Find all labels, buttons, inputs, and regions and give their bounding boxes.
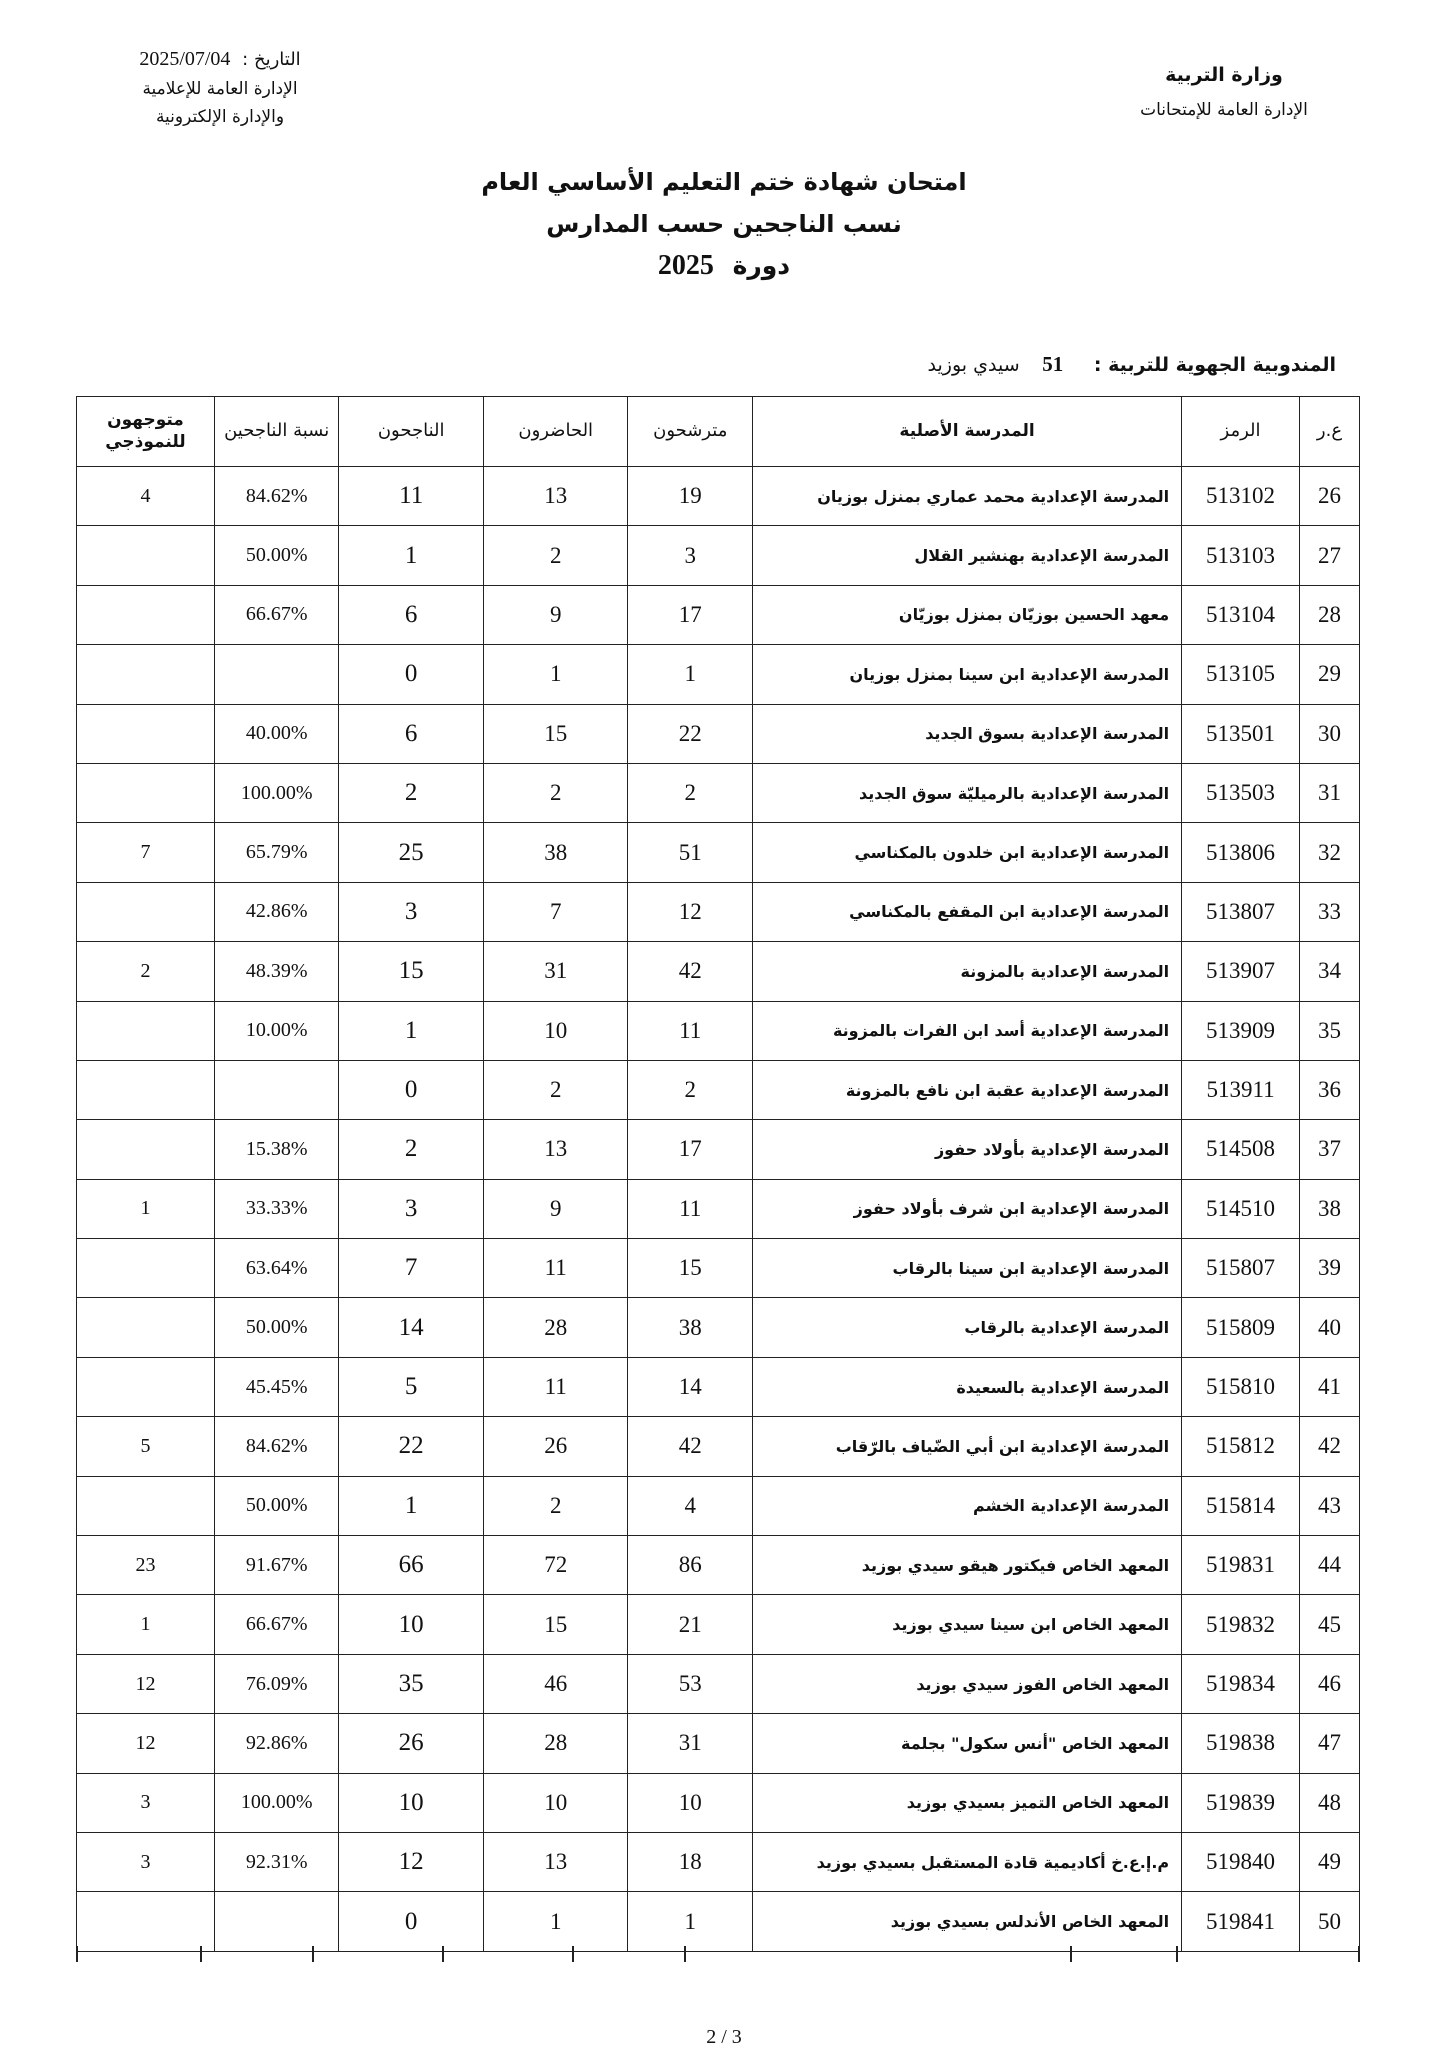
school-name-cell: المدرسة الإعدادية ابن خلدون بالمكناسي [752,823,1181,882]
session-year: 2025 [657,250,714,281]
passed-cell: 7 [339,1239,484,1298]
school-name-cell: المدرسة الإعدادية أسد ابن الفرات بالمزونة [752,1001,1181,1060]
pass-rate-cell: 50.00% [214,526,339,585]
passed-cell: 22 [339,1417,484,1476]
candidates-cell: 38 [628,1298,753,1357]
pass-rate-cell: 92.31% [214,1832,339,1891]
table-body [77,467,1360,1952]
passed-cell: 3 [339,1179,484,1238]
table-row [77,763,1360,822]
candidates-cell: 3 [628,526,753,585]
pass-rate-cell: 100.00% [214,763,339,822]
table-row [77,1654,1360,1713]
passed-cell: 26 [339,1714,484,1773]
table-header-row [77,397,1360,467]
table-row [77,526,1360,585]
passed-cell: 1 [339,526,484,585]
oriented-cell: 5 [77,1417,215,1476]
row-number-cell: 32 [1299,823,1359,882]
candidates-cell: 11 [628,1001,753,1060]
oriented-cell: 12 [77,1654,215,1713]
candidates-cell: 2 [628,763,753,822]
it-department-line2: والإدارة الإلكترونية [155,107,285,127]
pass-rate-cell: 15.38% [214,1120,339,1179]
school-code-cell: 514510 [1182,1179,1300,1238]
row-number-cell: 39 [1299,1239,1359,1298]
table-continuation-ticks [76,1946,1360,1962]
date-value: 2025/07/04 [139,48,231,70]
pass-rate-cell: 66.67% [214,1595,339,1654]
school-name-cell: المدرسة الإعدادية محمد عماري بمنزل بوزيان [752,467,1181,526]
candidates-cell: 1 [628,645,753,704]
row-number-cell: 38 [1299,1179,1359,1238]
pass-rate-cell: 63.64% [214,1239,339,1298]
passed-cell: 66 [339,1536,484,1595]
report-subtitle: نسب الناجحين حسب المدارس [546,210,902,238]
oriented-cell [77,1476,215,1535]
candidates-cell: 4 [628,1476,753,1535]
candidates-cell: 86 [628,1536,753,1595]
pass-rate-cell: 42.86% [214,882,339,941]
row-number-cell: 31 [1299,763,1359,822]
school-name-cell: المدرسة الإعدادية ابن سينا بمنزل بوزيان [752,645,1181,704]
oriented-cell: 2 [77,942,215,1001]
header-num: ع.ر [1299,397,1359,467]
oriented-cell: 7 [77,823,215,882]
present-cell: 28 [483,1298,628,1357]
present-cell: 9 [483,585,628,644]
tick-mark [76,1946,78,1962]
table-row [77,585,1360,644]
passed-cell: 10 [339,1773,484,1832]
pass-rate-cell: 40.00% [214,704,339,763]
tick-mark [1176,1946,1178,1962]
oriented-cell [77,526,215,585]
session-line [0,250,1448,282]
oriented-cell: 1 [77,1179,215,1238]
row-number-cell: 41 [1299,1357,1359,1416]
session-label: دورة [732,251,791,280]
school-name-cell: المدرسة الإعدادية ابن سينا بالرقاب [752,1239,1181,1298]
school-name-cell: المعهد الخاص الفوز سيدي بوزيد [752,1654,1181,1713]
passed-cell: 0 [339,1060,484,1119]
tick-mark [684,1946,686,1962]
pass-rate-cell: 10.00% [214,1001,339,1060]
present-cell: 1 [483,1892,628,1951]
oriented-cell [77,1060,215,1119]
oriented-cell [77,763,215,822]
school-code-cell: 513103 [1182,526,1300,585]
present-cell: 10 [483,1001,628,1060]
passed-cell: 14 [339,1298,484,1357]
candidates-cell: 14 [628,1357,753,1416]
candidates-cell: 18 [628,1832,753,1891]
row-number-cell: 44 [1299,1536,1359,1595]
school-name-cell: المعهد الخاص "أنس سكول" بجلمة [752,1714,1181,1773]
exam-title: امتحان شهادة ختم التعليم الأساسي العام [481,168,967,196]
candidates-cell: 51 [628,823,753,882]
pass-rate-cell: 50.00% [214,1298,339,1357]
candidates-cell: 11 [628,1179,753,1238]
pass-rate-cell: 48.39% [214,942,339,1001]
pass-rate-cell [214,645,339,704]
school-name-cell: معهد الحسين بوزيّان بمنزل بوزيّان [752,585,1181,644]
tick-mark [200,1946,202,1962]
table-row [77,1001,1360,1060]
passed-cell: 35 [339,1654,484,1713]
pass-rate-cell: 76.09% [214,1654,339,1713]
pass-rate-cell: 65.79% [214,823,339,882]
candidates-cell: 17 [628,1120,753,1179]
present-cell: 1 [483,645,628,704]
table-row [77,942,1360,1001]
ministry-name: وزارة التربية [1165,64,1283,86]
tick-mark [442,1946,444,1962]
passed-cell: 2 [339,763,484,822]
passed-cell: 6 [339,704,484,763]
pass-rate-cell: 33.33% [214,1179,339,1238]
row-number-cell: 50 [1299,1892,1359,1951]
passed-cell: 10 [339,1595,484,1654]
school-name-cell: المعهد الخاص فيكتور هيقو سيدي بوزيد [752,1536,1181,1595]
school-code-cell: 513102 [1182,467,1300,526]
oriented-cell [77,645,215,704]
present-cell: 15 [483,1595,628,1654]
table-row [77,882,1360,941]
header-code: الرمز [1182,397,1300,467]
school-name-cell: المدرسة الإعدادية ابن شرف بأولاد حفوز [752,1179,1181,1238]
date-header [100,48,340,127]
school-code-cell: 515809 [1182,1298,1300,1357]
region-name: سيدي بوزيد [927,354,1020,376]
school-name-cell: المدرسة الإعدادية عقبة ابن نافع بالمزونة [752,1060,1181,1119]
table-row [77,1773,1360,1832]
oriented-cell [77,585,215,644]
page-number: 2 / 3 [706,2026,742,2048]
school-code-cell: 513105 [1182,645,1300,704]
row-number-cell: 45 [1299,1595,1359,1654]
row-number-cell: 27 [1299,526,1359,585]
school-name-cell: المعهد الخاص التميز بسيدي بوزيد [752,1773,1181,1832]
present-cell: 26 [483,1417,628,1476]
oriented-cell [77,1357,215,1416]
table-row [77,1595,1360,1654]
present-cell: 2 [483,763,628,822]
oriented-cell [77,1239,215,1298]
candidates-cell: 17 [628,585,753,644]
present-cell: 11 [483,1357,628,1416]
ministry-header [1084,64,1364,120]
row-number-cell: 49 [1299,1832,1359,1891]
tick-mark [312,1946,314,1962]
header-oriented: متوجهون للنموذجي [77,397,215,467]
candidates-cell: 10 [628,1773,753,1832]
oriented-cell: 12 [77,1714,215,1773]
present-cell: 13 [483,467,628,526]
present-cell: 28 [483,1714,628,1773]
table-row [77,1476,1360,1535]
candidates-cell: 19 [628,467,753,526]
school-code-cell: 514508 [1182,1120,1300,1179]
oriented-cell: 1 [77,1595,215,1654]
row-number-cell: 33 [1299,882,1359,941]
school-name-cell: م.إ.ع.خ أكاديمية قادة المستقبل بسيدي بوزيد [752,1832,1181,1891]
table-row [77,467,1360,526]
results-table [76,396,1360,1952]
row-number-cell: 34 [1299,942,1359,1001]
table-row [77,704,1360,763]
school-name-cell: المدرسة الإعدادية بسوق الجديد [752,704,1181,763]
school-code-cell: 519841 [1182,1892,1300,1951]
oriented-cell [77,1001,215,1060]
candidates-cell: 21 [628,1595,753,1654]
date-label: التاريخ : [242,49,301,70]
passed-cell: 3 [339,882,484,941]
school-name-cell: المدرسة الإعدادية ابن المقفع بالمكناسي [752,882,1181,941]
table-row [77,1832,1360,1891]
school-code-cell: 519839 [1182,1773,1300,1832]
candidates-cell: 1 [628,1892,753,1951]
school-code-cell: 519840 [1182,1832,1300,1891]
date-row [100,48,340,71]
row-number-cell: 30 [1299,704,1359,763]
row-number-cell: 29 [1299,645,1359,704]
passed-cell: 0 [339,645,484,704]
pass-rate-cell: 84.62% [214,467,339,526]
pass-rate-cell: 66.67% [214,585,339,644]
table-row [77,1179,1360,1238]
candidates-cell: 31 [628,1714,753,1773]
present-cell: 72 [483,1536,628,1595]
school-code-cell: 515812 [1182,1417,1300,1476]
candidates-cell: 42 [628,1417,753,1476]
school-code-cell: 515807 [1182,1239,1300,1298]
oriented-cell: 3 [77,1773,215,1832]
school-name-cell: المدرسة الإعدادية بأولاد حفوز [752,1120,1181,1179]
school-name-cell: المدرسة الإعدادية بهنشير القلال [752,526,1181,585]
row-number-cell: 42 [1299,1417,1359,1476]
oriented-cell [77,1120,215,1179]
pass-rate-cell: 92.86% [214,1714,339,1773]
present-cell: 2 [483,526,628,585]
school-code-cell: 513911 [1182,1060,1300,1119]
pass-rate-cell [214,1892,339,1951]
school-code-cell: 513104 [1182,585,1300,644]
tick-mark [572,1946,574,1962]
passed-cell: 12 [339,1832,484,1891]
table-row [77,1714,1360,1773]
school-name-cell: المدرسة الإعدادية ابن أبي الضّياف بالرّقاب [752,1417,1181,1476]
row-number-cell: 47 [1299,1714,1359,1773]
table-row [77,1120,1360,1179]
school-code-cell: 515810 [1182,1357,1300,1416]
passed-cell: 2 [339,1120,484,1179]
table-row [77,823,1360,882]
present-cell: 15 [483,704,628,763]
passed-cell: 0 [339,1892,484,1951]
candidates-cell: 12 [628,882,753,941]
row-number-cell: 43 [1299,1476,1359,1535]
present-cell: 38 [483,823,628,882]
document-titles [0,168,1448,282]
region-label: المندوبية الجهوية للتربية : [1093,354,1336,376]
results-table-container [76,396,1360,1952]
school-code-cell: 513501 [1182,704,1300,763]
pass-rate-cell: 91.67% [214,1536,339,1595]
tick-mark [1358,1946,1360,1962]
candidates-cell: 15 [628,1239,753,1298]
header-present: الحاضرون [483,397,628,467]
candidates-cell: 42 [628,942,753,1001]
oriented-cell [77,1892,215,1951]
oriented-cell [77,1298,215,1357]
present-cell: 7 [483,882,628,941]
table-row [77,1239,1360,1298]
row-number-cell: 36 [1299,1060,1359,1119]
row-number-cell: 46 [1299,1654,1359,1713]
table-row [77,645,1360,704]
school-code-cell: 519834 [1182,1654,1300,1713]
pass-rate-cell: 45.45% [214,1357,339,1416]
present-cell: 10 [483,1773,628,1832]
candidates-cell: 53 [628,1654,753,1713]
header-rate: نسبة الناجحين [214,397,339,467]
header-candidates: مترشحون [628,397,753,467]
oriented-cell [77,704,215,763]
table-row [77,1060,1360,1119]
pass-rate-cell: 50.00% [214,1476,339,1535]
header-school: المدرسة الأصلية [752,397,1181,467]
school-code-cell: 515814 [1182,1476,1300,1535]
table-row [77,1536,1360,1595]
pass-rate-cell [214,1060,339,1119]
present-cell: 11 [483,1239,628,1298]
oriented-cell: 4 [77,467,215,526]
it-department-line1: الإدارة العامة للإعلامية [142,79,298,99]
school-name-cell: المدرسة الإعدادية بالرميليّة سوق الجديد [752,763,1181,822]
school-name-cell: المعهد الخاص ابن سينا سيدي بوزيد [752,1595,1181,1654]
present-cell: 13 [483,1120,628,1179]
school-code-cell: 519832 [1182,1595,1300,1654]
school-code-cell: 513806 [1182,823,1300,882]
row-number-cell: 40 [1299,1298,1359,1357]
school-name-cell: المدرسة الإعدادية بالمزونة [752,942,1181,1001]
pass-rate-cell: 100.00% [214,1773,339,1832]
present-cell: 2 [483,1476,628,1535]
oriented-cell [77,882,215,941]
present-cell: 2 [483,1060,628,1119]
passed-cell: 25 [339,823,484,882]
row-number-cell: 48 [1299,1773,1359,1832]
region-line [928,352,1336,377]
school-name-cell: المدرسة الإعدادية بالرقاب [752,1298,1181,1357]
tick-mark [1070,1946,1072,1962]
school-code-cell: 513503 [1182,763,1300,822]
school-code-cell: 519838 [1182,1714,1300,1773]
passed-cell: 1 [339,1476,484,1535]
row-number-cell: 35 [1299,1001,1359,1060]
pass-rate-cell: 84.62% [214,1417,339,1476]
school-name-cell: المعهد الخاص الأندلس بسيدي بوزيد [752,1892,1181,1951]
row-number-cell: 26 [1299,467,1359,526]
region-code: 51 [1042,352,1064,376]
school-name-cell: المدرسة الإعدادية الخشم [752,1476,1181,1535]
school-code-cell: 513909 [1182,1001,1300,1060]
passed-cell: 15 [339,942,484,1001]
passed-cell: 5 [339,1357,484,1416]
oriented-cell: 23 [77,1536,215,1595]
present-cell: 31 [483,942,628,1001]
row-number-cell: 37 [1299,1120,1359,1179]
passed-cell: 1 [339,1001,484,1060]
row-number-cell: 28 [1299,585,1359,644]
present-cell: 46 [483,1654,628,1713]
oriented-cell: 3 [77,1832,215,1891]
header-passed: الناجحون [339,397,484,467]
school-code-cell: 519831 [1182,1536,1300,1595]
table-row [77,1892,1360,1951]
present-cell: 9 [483,1179,628,1238]
passed-cell: 6 [339,585,484,644]
table-row [77,1417,1360,1476]
candidates-cell: 22 [628,704,753,763]
table-row [77,1298,1360,1357]
school-code-cell: 513807 [1182,882,1300,941]
present-cell: 13 [483,1832,628,1891]
passed-cell: 11 [339,467,484,526]
school-name-cell: المدرسة الإعدادية بالسعيدة [752,1357,1181,1416]
table-row [77,1357,1360,1416]
school-code-cell: 513907 [1182,942,1300,1001]
candidates-cell: 2 [628,1060,753,1119]
exams-department: الإدارة العامة للإمتحانات [1140,100,1308,120]
